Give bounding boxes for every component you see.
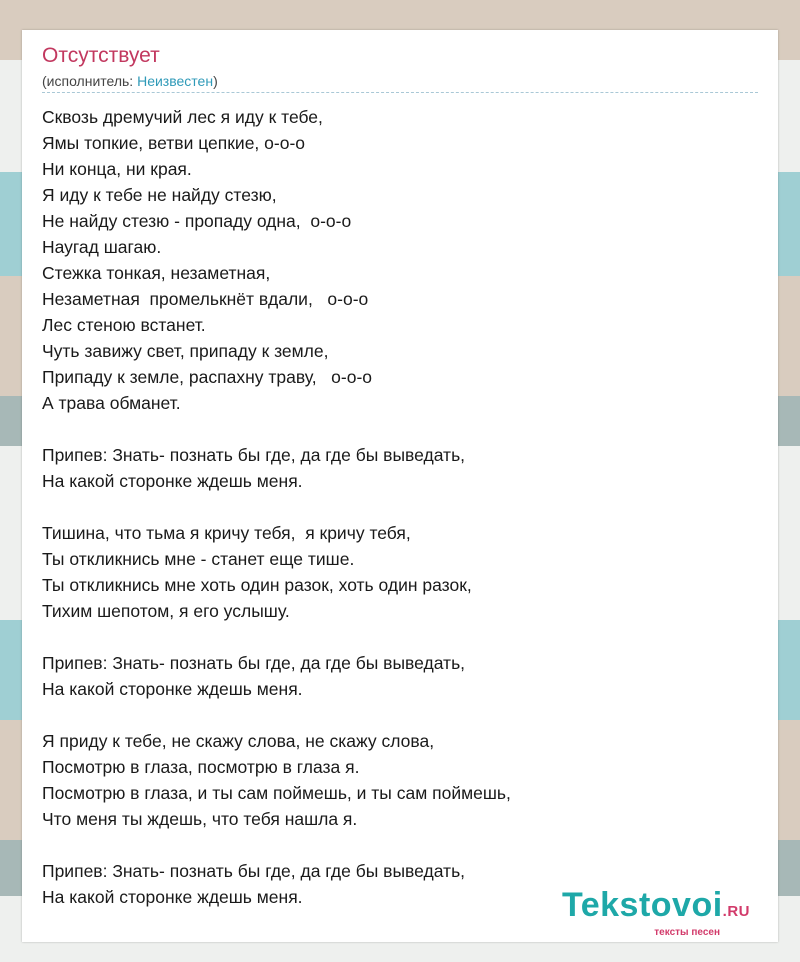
performer-link[interactable]: Неизвестен (137, 73, 214, 89)
lyrics-card (22, 30, 778, 942)
lyrics-line: Тихим шепотом, я его услышу. (42, 601, 290, 621)
lyrics-line: Не найду стезю - пропаду одна, о-о-о (42, 211, 352, 231)
lyrics-line: Ты откликнись мне - станет еще тише. (42, 549, 355, 569)
logo-tld: .RU (722, 903, 750, 920)
performer-prefix: (исполнитель: (42, 73, 138, 89)
site-logo[interactable] (562, 888, 750, 938)
lyrics-blank-line (42, 416, 742, 442)
lyrics-line: Незаметная промелькнёт вдали, о-о-о (42, 289, 369, 309)
lyrics-blank-line (42, 832, 742, 858)
lyrics-line: Припев: Знать- познать бы где, да где бы выведать, (42, 861, 466, 881)
divider (42, 92, 758, 93)
lyrics-line: Наугад шагаю. (42, 237, 162, 257)
lyrics-line: Тишина, что тьма я кричу тебя, я кричу тебя, (42, 523, 411, 543)
lyrics-line: Сквозь дремучий лес я иду к тебе, (42, 107, 323, 127)
lyrics-line: На какой сторонке ждешь меня. (42, 887, 303, 907)
lyrics-line: Припев: Знать- познать бы где, да где бы выведать, (42, 445, 466, 465)
lyrics-line: Припев: Знать- познать бы где, да где бы выведать, (42, 653, 466, 673)
song-title: Отсутствует (42, 44, 160, 67)
lyrics-line: Я иду к тебе не найду стезю, (42, 185, 277, 205)
lyrics-line: Чуть завижу свет, припаду к земле, (42, 341, 329, 361)
lyrics-text (42, 104, 742, 910)
lyrics-line: Я приду к тебе, не скажу слова, не скажу слова, (42, 731, 435, 751)
logo-tagline: тексты песен (654, 927, 720, 938)
lyrics-line: На какой сторонке ждешь меня. (42, 679, 303, 699)
lyrics-line: Ямы топкие, ветви цепкие, о-о-о (42, 133, 306, 153)
lyrics-line: Стежка тонкая, незаметная, (42, 263, 271, 283)
lyrics-line: Посмотрю в глаза, и ты сам поймешь, и ты сам поймешь, (42, 783, 511, 803)
lyrics-line: А трава обманет. (42, 393, 181, 413)
lyrics-blank-line (42, 702, 742, 728)
lyrics-line: Что меня ты ждешь, что тебя нашла я. (42, 809, 358, 829)
logo-name: Tekstovoi (561, 886, 723, 924)
lyrics-line: Ты откликнись мне хоть один разок, хоть один разок, (42, 575, 472, 595)
lyrics-line: На какой сторонке ждешь меня. (42, 471, 303, 491)
lyrics-line: Посмотрю в глаза, посмотрю в глаза я. (42, 757, 360, 777)
performer-suffix: ) (213, 73, 218, 89)
lyrics-line: Лес стеною встанет. (42, 315, 206, 335)
lyrics-blank-line (42, 494, 742, 520)
performer-line (42, 73, 218, 89)
lyrics-blank-line (42, 624, 742, 650)
lyrics-line: Ни конца, ни края. (42, 159, 192, 179)
lyrics-line: Припаду к земле, распахну траву, о-о-о (42, 367, 373, 387)
